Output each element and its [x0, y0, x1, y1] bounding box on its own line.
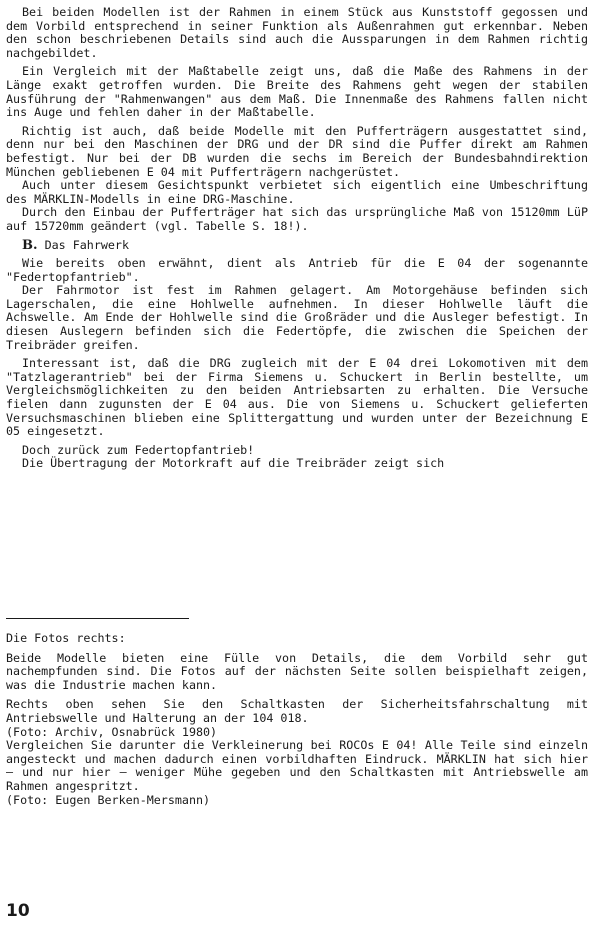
paragraph-power-transmission: Die Übertragung der Motorkraft auf die Treibräder zeigt sich: [22, 456, 445, 471]
paragraph-relettering: Auch unter diesem Gesichtspunkt verbietet sich eigentlich eine Umbeschriftung des MÄRKLIN-Modells in eine DRG-Maschine.: [6, 178, 588, 206]
paragraph-length-change: Durch den Einbau der Pufferträger hat sich das ursprüngliche Maß von 15120mm LüP auf 15720mm geändert (vgl. Tabelle S. 18!).: [6, 205, 588, 233]
caption-overview: Beide Modelle bieten eine Fülle von Details, die dem Vorbild sehr gut nachempfunden sind. Die Fotos auf der nächsten Seite sollen beispielhaft zeigen, was die Industrie machen kann.: [6, 650, 588, 692]
section-heading-running-gear: [6, 239, 588, 253]
paragraph-drive-intro: Wie bereits oben erwähnt, dient als Antrieb für die E 04 der sogenannte "Federtopfantrieb".: [6, 256, 588, 284]
caption-model-credit: (Foto: Eugen Berken-Mersmann): [6, 792, 211, 807]
photo-captions: [6, 632, 588, 807]
main-text: [6, 6, 588, 471]
footnote-divider: [6, 618, 189, 619]
caption-prototype-photo: Rechts oben sehen Sie den Schaltkasten der Sicherheitsfahrschaltung mit Antriebswelle und Halterung an der 104 018.: [6, 697, 588, 725]
paragraph-traction-motor: Der Fahrmotor ist fest im Rahmen gelagert. Am Motorgehäuse befinden sich Lagerschalen, die eine Hohlwelle aufnehmen. In dieser Hohlwelle läuft die Achswelle. Am Ende der Hohlwelle sind die Großräder und die Ausleger befestigt. In diesen Auslegern befinden sich die Federtöpfe, die zwischen die Speichen der Treibräder greifen.: [6, 283, 588, 352]
paragraph-comparison-locos: Interessant ist, daß die DRG zugleich mit der E 04 drei Lokomotiven mit dem "Tatzlagerantrieb" bei der Firma Siemens u. Schuckert in Berlin bestellte, um Vergleichsmöglichkeiten zu den beiden Antriebsarten zu erhalten. Die Versuche fielen dann zugunsten der E 04 aus. Die von Siemens u. Schuckert gelieferten Versuchsmaschinen blieben eine Splittergattung und wurden unter der Bezeichnung E 05 eingesetzt.: [6, 356, 588, 439]
paragraph-back-to-drive: Doch zurück zum Federtopfantrieb!: [22, 442, 255, 457]
section-title: Das Fahrwerk: [44, 237, 130, 252]
page-number: 10: [6, 901, 30, 921]
section-letter: B.: [22, 237, 38, 253]
captions-heading: Die Fotos rechts:: [6, 631, 126, 645]
paragraph-frame-dimensions: Ein Vergleich mit der Maßtabelle zeigt uns, daß die Maße des Rahmens in der Länge exakt getroffen wurden. Die Breite des Rahmens geht wegen der stabilen Ausführung der "Rahmenwangen" aus dem Maß. Die Innenmaße des Rahmens fallen nicht ins Auge und fehlen daher in der Maßtabelle.: [6, 64, 588, 120]
caption-model-photo: Vergleichen Sie darunter die Verkleinerung bei ROCOs E 04! Alle Teile sind einzeln angesteckt und machen dadurch einen vorbildhaften Eindruck. MÄRKLIN hat sich hier – und nur hier – weniger Mühe gegeben und den Schaltkasten mit Antriebswelle am Rahmen angespritzt.: [6, 738, 588, 793]
paragraph-frame-material: Bei beiden Modellen ist der Rahmen in einem Stück aus Kunststoff gegossen und dem Vorbild entsprechend in seiner Funktion als Außenrahmen gut erkennbar. Neben den schon beschriebenen Details sind auch die Aussparungen in dem Rahmen richtig nachgebildet.: [6, 5, 588, 60]
paragraph-buffer-carriers: Richtig ist auch, daß beide Modelle mit den Pufferträgern ausgestattet sind, denn nur bei den Maschinen der DRG und der DR sind die Puffer direkt am Rahmen befestigt. Nur bei der DB wurden die sechs im Bereich der Bundesbahndirektion München gebliebenen E 04 mit Pufferträgern nachgerüstet.: [6, 123, 588, 179]
caption-prototype-credit: (Foto: Archiv, Osnabrück 1980): [6, 724, 218, 739]
